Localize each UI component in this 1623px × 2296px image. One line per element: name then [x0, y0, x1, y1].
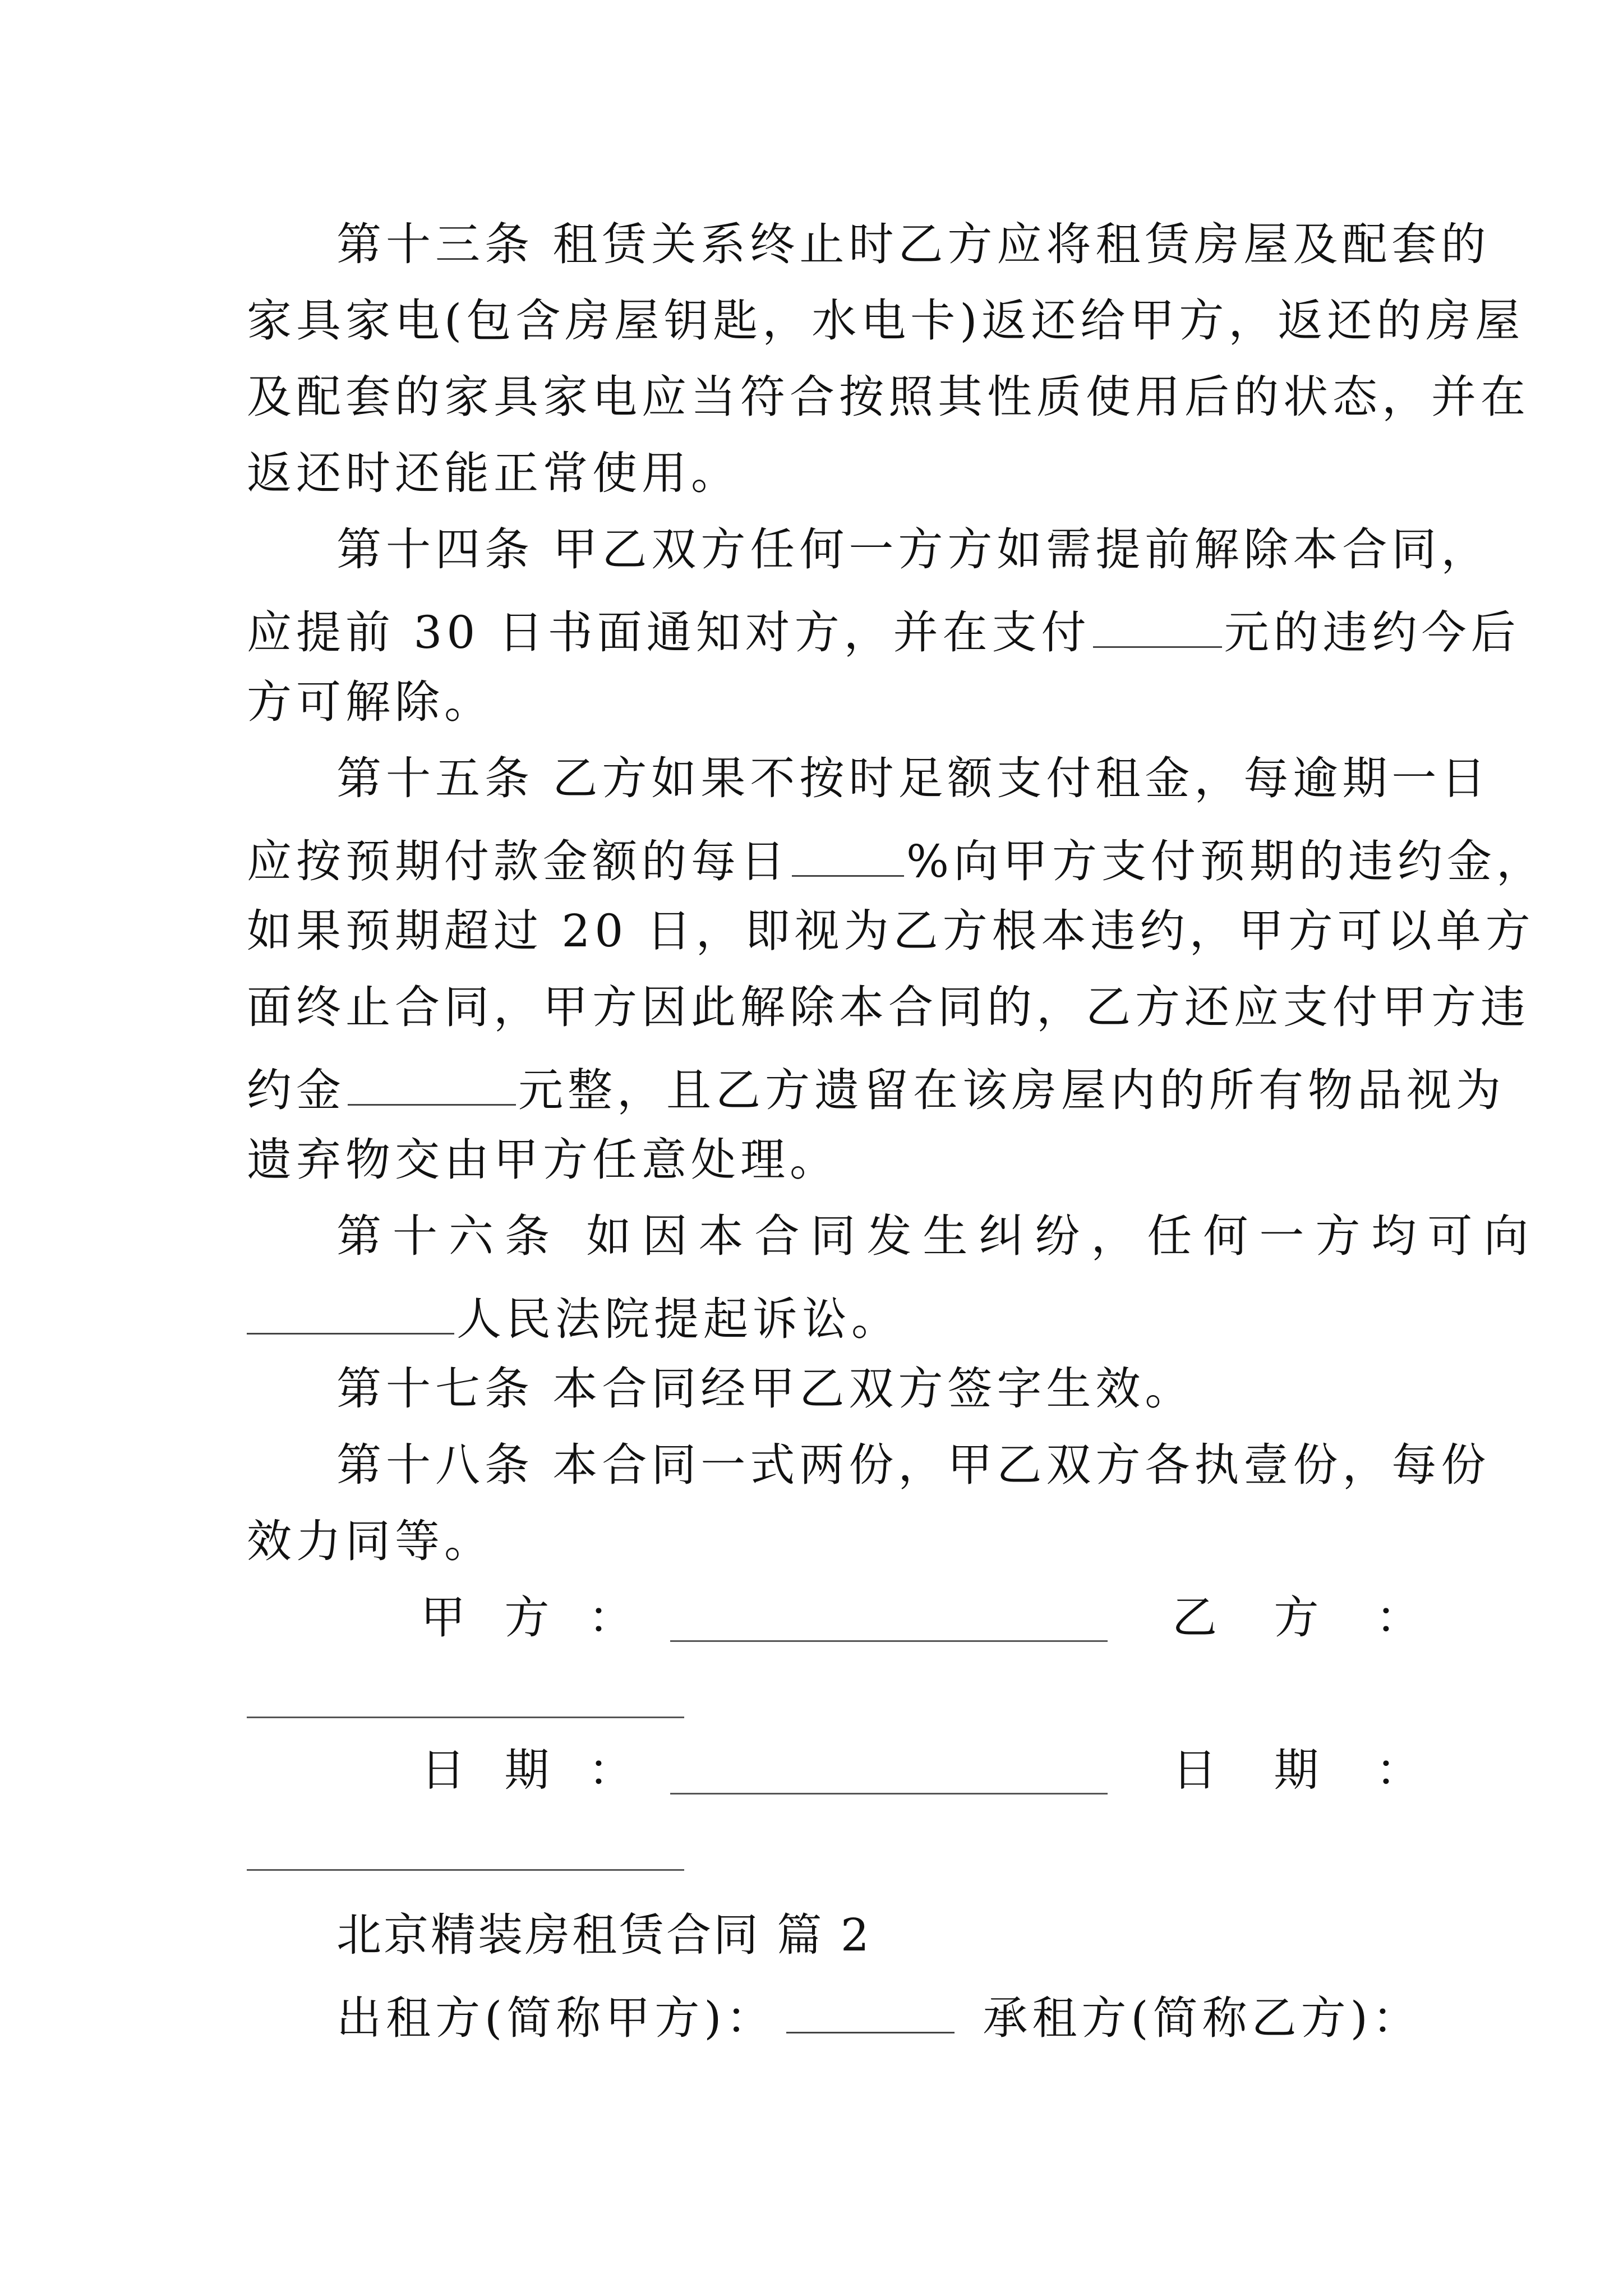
- article-15-line-1: 第十五条 乙方如果不按时足额支付租金，每逾期一日: [336, 752, 1491, 804]
- date-b-line: [247, 1869, 684, 1871]
- article-13-line-4: 返还时还能正常使用。: [247, 447, 740, 499]
- court-name-blank: [247, 1290, 454, 1335]
- section-2-title: 北京精装房租赁合同 篇 2: [336, 1909, 872, 1961]
- article-16-text-b: 人民法院提起诉讼。: [457, 1293, 901, 1345]
- article-16-line-1: 第十六条 如因本合同发生纠纷，任何一方均可向: [336, 1210, 1540, 1262]
- article-15-text-b: %向甲方支付预期的违约金，: [906, 835, 1546, 887]
- article-15-line-4: 面终止合同，甲方因此解除本合同的，乙方还应支付甲方违: [247, 981, 1530, 1033]
- article-15-line-3: 如果预期超过 20 日，即视为乙方根本违约，甲方可以单方: [247, 905, 1535, 957]
- lessor-name-blank: [786, 1989, 955, 2033]
- party-b-signature-line: [247, 1717, 684, 1718]
- article-15-text-a: 应按预期付款金额的每日: [247, 835, 790, 887]
- date-a-line: [670, 1793, 1108, 1795]
- article-15-line-5: [247, 1061, 1505, 1116]
- section-2-parties-line: [336, 1989, 1422, 2044]
- date-b-label: 日 期 ：: [1172, 1744, 1442, 1796]
- lessee-label: 承租方(简称乙方)：: [983, 1992, 1422, 2044]
- article-13-line-2: 家具家电(包含房屋钥匙，水电卡)返还给甲方，返还的房屋: [247, 295, 1525, 347]
- article-14-text-b: 元的违约今后: [1224, 606, 1520, 659]
- party-b-label: 乙 方 ：: [1172, 1591, 1442, 1644]
- article-13-line-1: 第十三条 租赁关系终止时乙方应将租赁房屋及配套的: [336, 218, 1491, 270]
- daily-rate-blank: [792, 832, 904, 877]
- article-15-text-c: 约金: [247, 1064, 345, 1116]
- article-17-line-1: 第十七条 本合同经甲乙双方签字生效。: [336, 1363, 1195, 1415]
- date-a-label: 日 期 ：: [421, 1744, 645, 1796]
- article-18-line-2: 效力同等。: [247, 1515, 494, 1567]
- article-13-line-3: 及配套的家具家电应当符合按照其性质使用后的状态，并在: [247, 371, 1530, 423]
- article-18-line-1: 第十八条 本合同一式两份，甲乙双方各执壹份，每份: [336, 1439, 1491, 1491]
- article-14-text-a: 应提前 30 日书面通知对方，并在支付: [247, 606, 1091, 659]
- article-16-line-2: [247, 1290, 901, 1345]
- lessor-label: 出租方(简称甲方)：: [336, 1992, 776, 2044]
- party-a-signature-line: [670, 1640, 1108, 1642]
- article-14-line-1: 第十四条 甲乙双方任何一方方如需提前解除本合同，: [336, 523, 1491, 576]
- article-15-line-6: 遗弃物交由甲方任意处理。: [247, 1134, 839, 1186]
- article-15-line-2: [247, 832, 1546, 887]
- article-14-line-3: 方可解除。: [247, 676, 494, 728]
- article-15-text-d: 元整，且乙方遗留在该房屋内的所有物品视为: [518, 1064, 1505, 1116]
- breach-amount-blank: [348, 1061, 516, 1106]
- penalty-amount-blank: [1093, 604, 1222, 648]
- article-14-line-2: [247, 604, 1520, 659]
- party-a-label: 甲 方 ：: [421, 1591, 645, 1644]
